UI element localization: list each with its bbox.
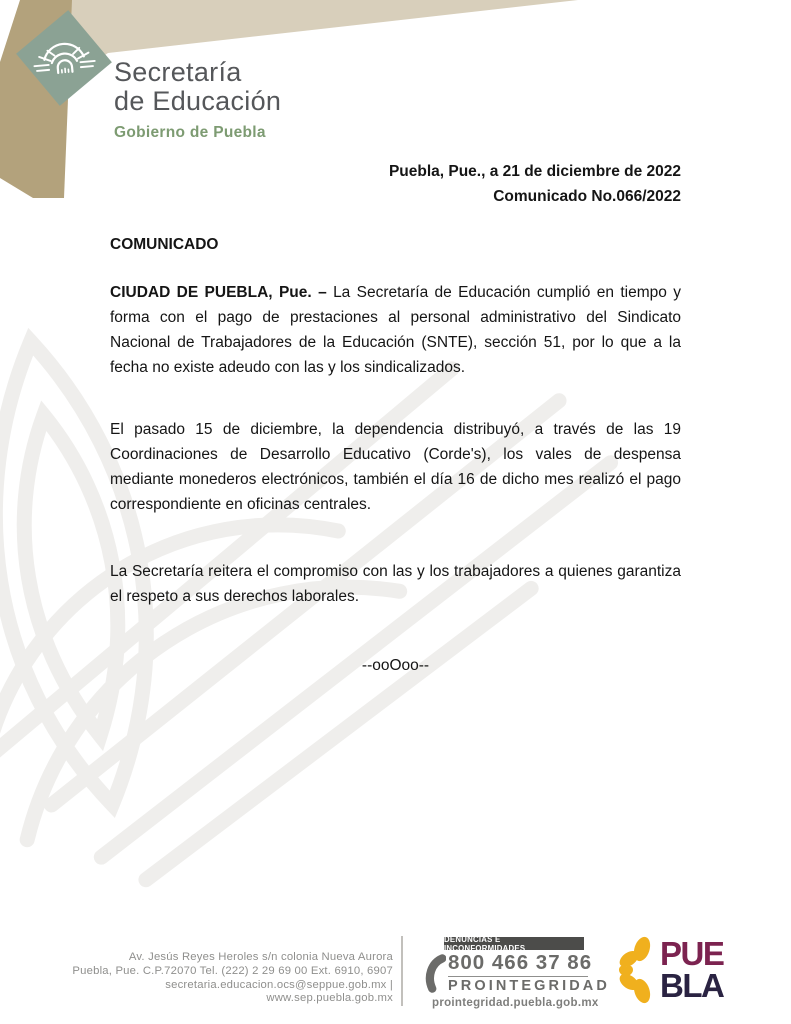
- paragraph-3: La Secretaría reitera el compromiso con las y los trabajadores a quienes garantiza el respeto a sus derechos laborales.: [110, 563, 681, 605]
- phone-handset-icon: [424, 954, 446, 994]
- brand-title-line2: de Educación: [114, 86, 282, 116]
- puebla-government-logo: [616, 936, 723, 1004]
- puebla-word-top: PUE: [660, 935, 724, 972]
- complaints-phone-number: 800 466 37 86: [448, 951, 593, 974]
- paragraph-1: [110, 280, 681, 380]
- closing-mark: --ooOoo--: [361, 657, 430, 674]
- complaints-block: [424, 934, 610, 1009]
- paragraph-1-text: La Secretaría de Educación cumplió en tiempo y forma con el pago de prestaciones al personal administrativo del Sindicato Nacional de Trabajadores de la Educación (SNTE), sección 51, por lo que a la fecha no existe adeudo con las y los sindicalizados.: [110, 284, 681, 376]
- complaints-website: prointegridad.puebla.gob.mx: [432, 997, 599, 1009]
- paragraph-2: El pasado 15 de diciembre, la dependencia distribuyó, a través de las 19 Coordinaciones de Desarrollo Educativo (Corde's), los vales de despensa mediante monederos electrónicos, también el día 16 de dicho mes realizó el pago correspondiente en oficinas centrales.: [110, 421, 681, 513]
- date-line: Puebla, Pue., a 21 de diciembre de 2022: [388, 163, 681, 180]
- puebla-word-bottom: BLA: [660, 967, 724, 1004]
- footer-divider: [401, 936, 403, 1006]
- education-sun-arch-icon: [29, 25, 100, 89]
- puebla-flower-icon: [616, 936, 658, 1004]
- document-heading: COMUNICADO: [110, 236, 219, 253]
- puebla-wordmark: [660, 935, 724, 1004]
- brand-title-line1: Secretaría: [114, 57, 242, 87]
- footer-address-block: [53, 951, 393, 1006]
- complaints-program-name: PROINTEGRIDAD: [448, 978, 610, 994]
- complaints-number-column: [448, 951, 610, 994]
- brand-text-block: [114, 58, 281, 142]
- address-line-2: Puebla, Pue. C.P.72070 Tel. (222) 2 29 69 00 Ext. 6910, 6907: [72, 964, 393, 977]
- paragraph-1-lead: CIUDAD DE PUEBLA, Pue. –: [110, 284, 334, 301]
- letter-body: [110, 236, 681, 675]
- brand-subtitle: Gobierno de Puebla: [114, 124, 266, 141]
- date-block: [389, 159, 681, 209]
- address-line-1: Av. Jesús Reyes Heroles s/n colonia Nueva Aurora: [128, 951, 393, 963]
- complaints-rule: [448, 976, 588, 977]
- address-line-3: secretaria.educacion.ocs@seppue.gob.mx | www.sep.puebla.gob.mx: [165, 978, 393, 1005]
- complaints-badge: DENUNCIAS E INCONFORMIDADES: [444, 937, 584, 950]
- comunicado-number: Comunicado No.066/2022: [493, 188, 681, 205]
- complaints-phone-row: [424, 951, 610, 994]
